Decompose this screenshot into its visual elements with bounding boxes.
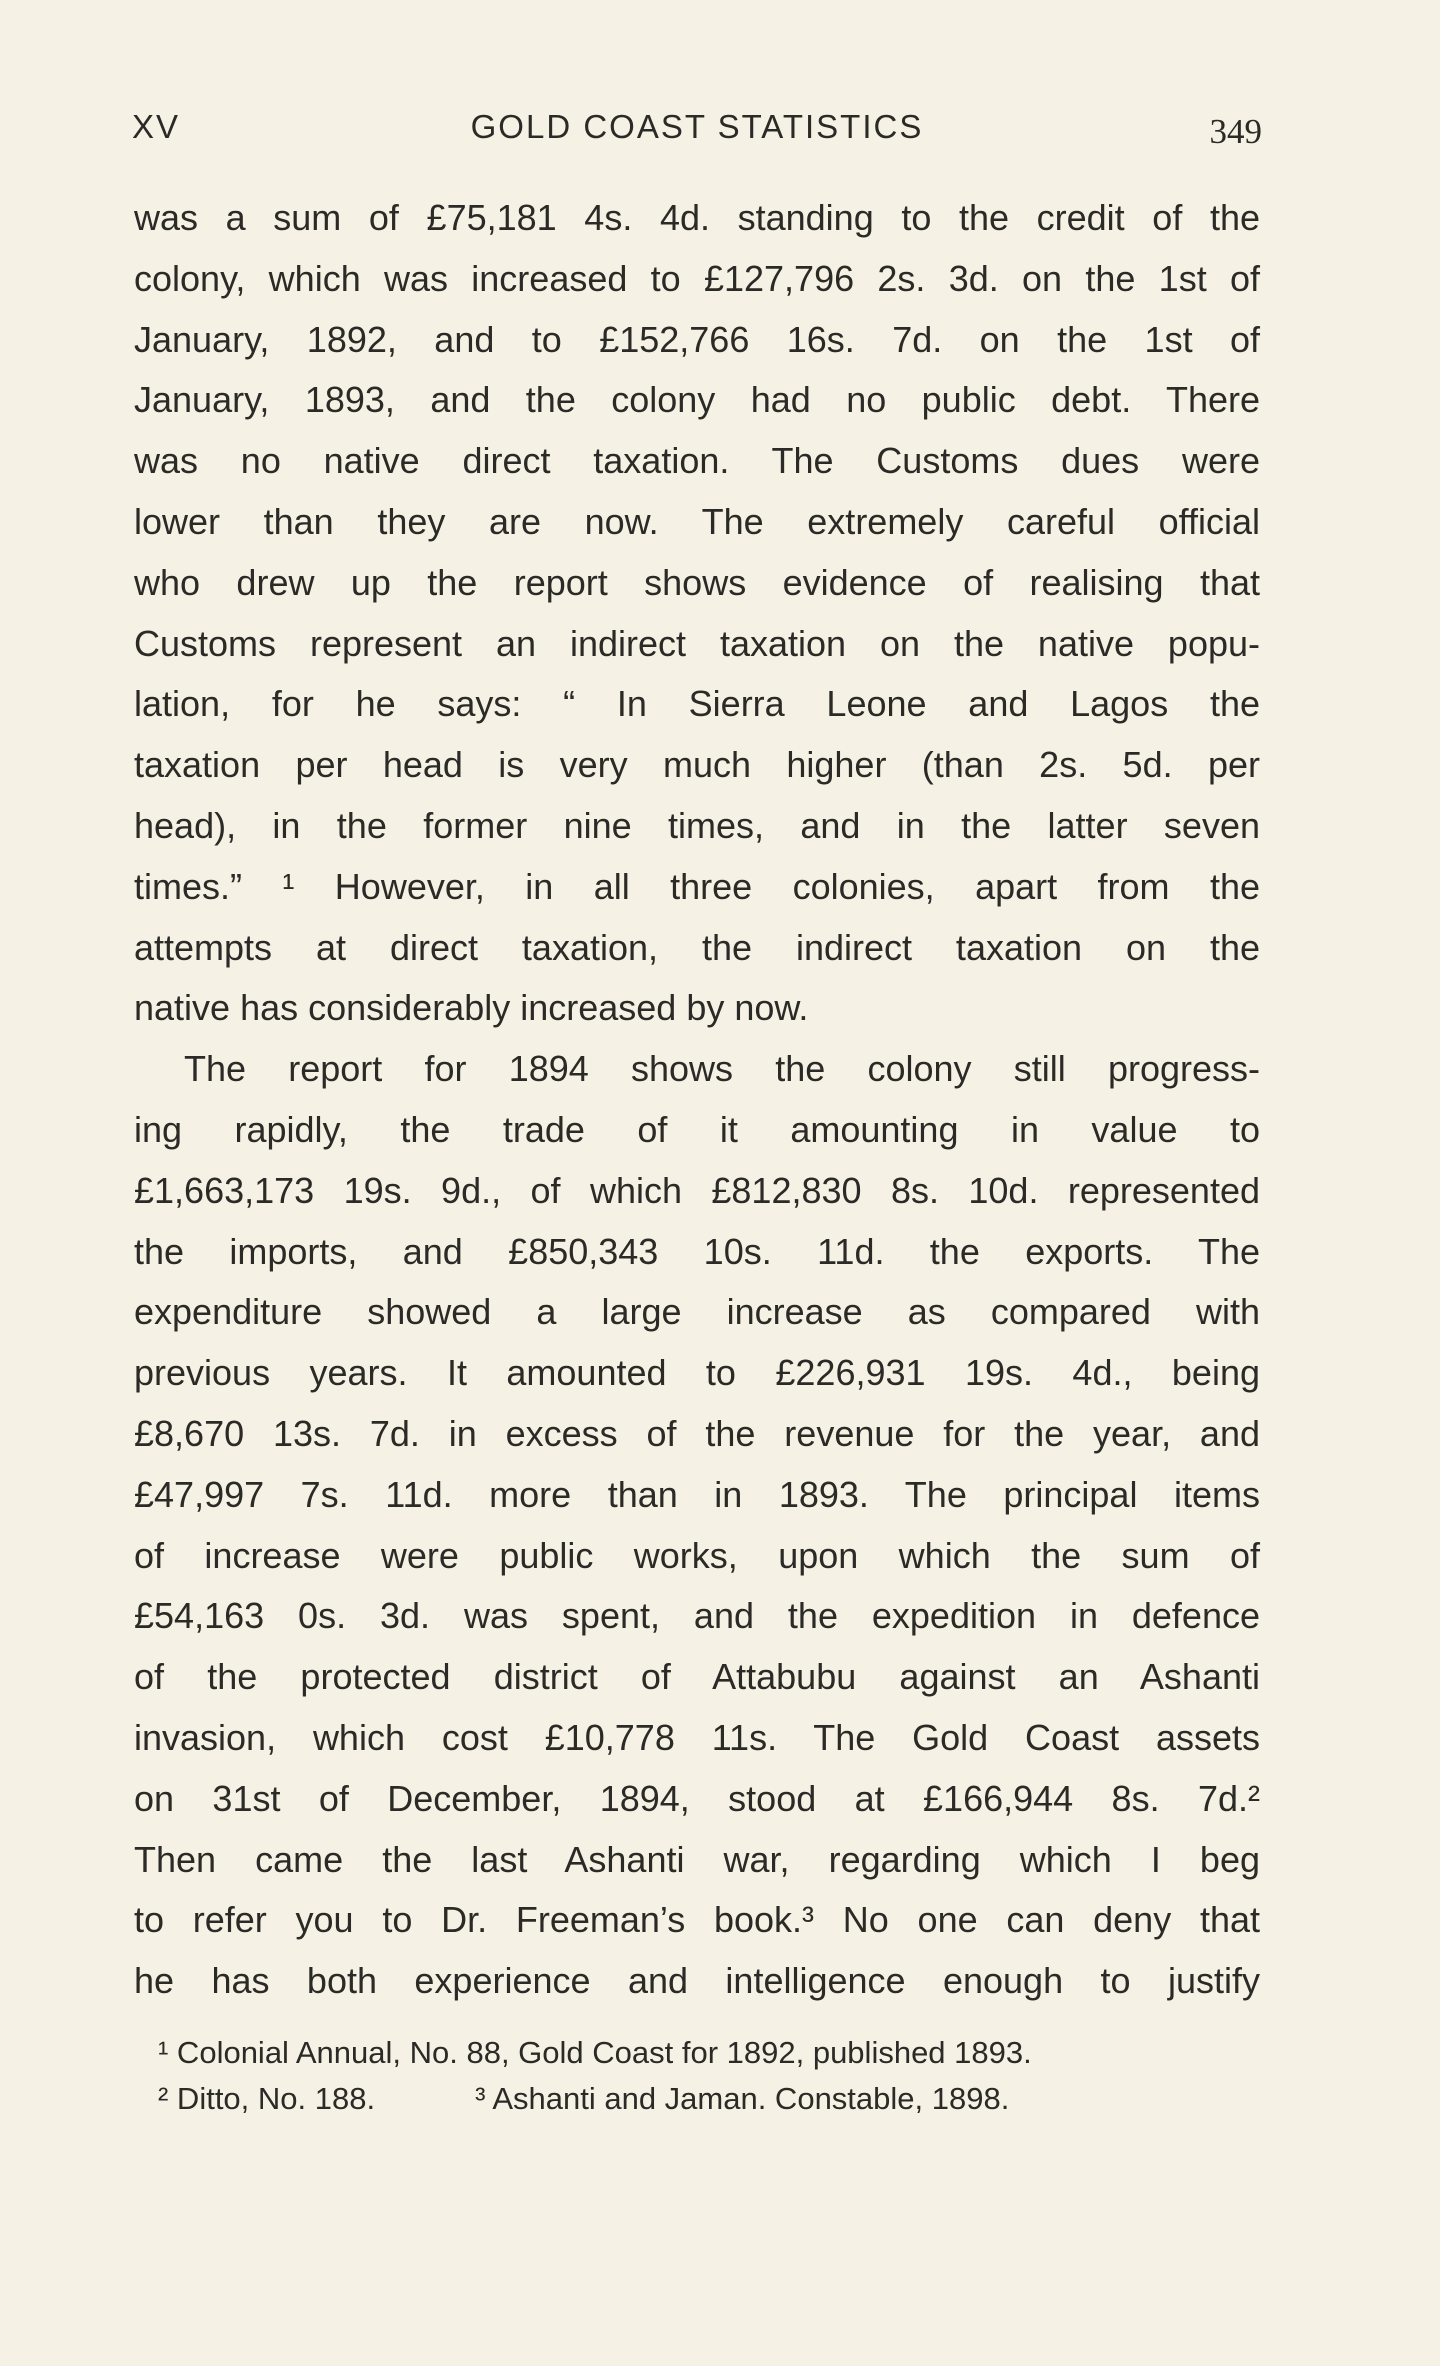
page-title: GOLD COAST STATISTICS (470, 108, 924, 145)
footnote-row-2 (134, 2076, 1260, 2122)
text-line: the imports, and £850,343 10s. 11d. the exports. The (134, 1230, 1260, 1272)
text-line: who drew up the report shows evidence of realising that (134, 561, 1260, 603)
text-line: to refer you to Dr. Freeman’s book.³ No one can deny that (134, 1899, 1260, 1941)
text-line: he has both experience and intelligence enough to justify (134, 1960, 1260, 2002)
text-line: taxation per head is very much higher (than 2s. 5d. per (134, 744, 1260, 786)
text-line: Then came the last Ashanti war, regarding which I beg (134, 1838, 1260, 1880)
text-line: attempts at direct taxation, the indirect taxation on the (134, 926, 1260, 968)
text-line: of increase were public works, upon which the sum of (134, 1534, 1260, 1576)
text-line: Customs represent an indirect taxation on the native popu- (134, 622, 1260, 664)
chapter-number: XV (132, 108, 181, 145)
text-line: The report for 1894 shows the colony still progress- (184, 1048, 1260, 1090)
text-line: £1,663,173 19s. 9d., of which £812,830 8s. 10d. represented (134, 1169, 1260, 1211)
footnotes (134, 2030, 1260, 2122)
text-line: was a sum of £75,181 4s. 4d. standing to the credit of the (134, 197, 1260, 238)
text-line: colony, which was increased to £127,796 2s. 3d. on the 1st of (134, 257, 1260, 299)
text-line: native has considerably increased by now. (134, 987, 809, 1029)
text-line: January, 1892, and to £152,766 16s. 7d. on the 1st of (134, 318, 1260, 360)
text-line: £47,997 7s. 11d. more than in 1893. The principal items (134, 1473, 1260, 1515)
text-line: invasion, which cost £10,778 11s. The Gold Coast assets (134, 1716, 1260, 1758)
body-text (134, 188, 1260, 2012)
text-line: expenditure showed a large increase as compared with (134, 1291, 1260, 1333)
text-line: head), in the former nine times, and in the latter seven (134, 804, 1260, 846)
text-line: £8,670 13s. 7d. in excess of the revenue for the year, and (134, 1412, 1260, 1454)
text-line: times.” ¹ However, in all three colonies, apart from the (134, 865, 1260, 907)
footnote-2: ² Ditto, No. 188. (158, 2081, 376, 2116)
footnote-3: ³ Ashanti and Jaman. Constable, 1898. (475, 2081, 1010, 2116)
text-line: was no native direct taxation. The Customs dues were (134, 440, 1260, 482)
text-line: lation, for he says: “ In Sierra Leone and Lagos the (134, 683, 1260, 725)
text-line: ing rapidly, the trade of it amounting in value to (134, 1108, 1260, 1150)
text-line: £54,163 0s. 3d. was spent, and the expedition in defence (134, 1595, 1260, 1637)
text-line: January, 1893, and the colony had no public debt. There (134, 379, 1260, 421)
text-line: lower than they are now. The extremely careful official (134, 500, 1260, 542)
text-line: of the protected district of Attabubu against an Ashanti (134, 1656, 1260, 1698)
footnote-1: ¹ Colonial Annual, No. 88, Gold Coast for 1892, published 1893. (158, 2035, 1032, 2070)
text-line: previous years. It amounted to £226,931 19s. 4d., being (134, 1352, 1260, 1394)
text-line: on 31st of December, 1894, stood at £166,944 8s. 7d.² (134, 1777, 1260, 1819)
running-head (132, 108, 1262, 152)
page-number: 349 (1209, 112, 1262, 151)
